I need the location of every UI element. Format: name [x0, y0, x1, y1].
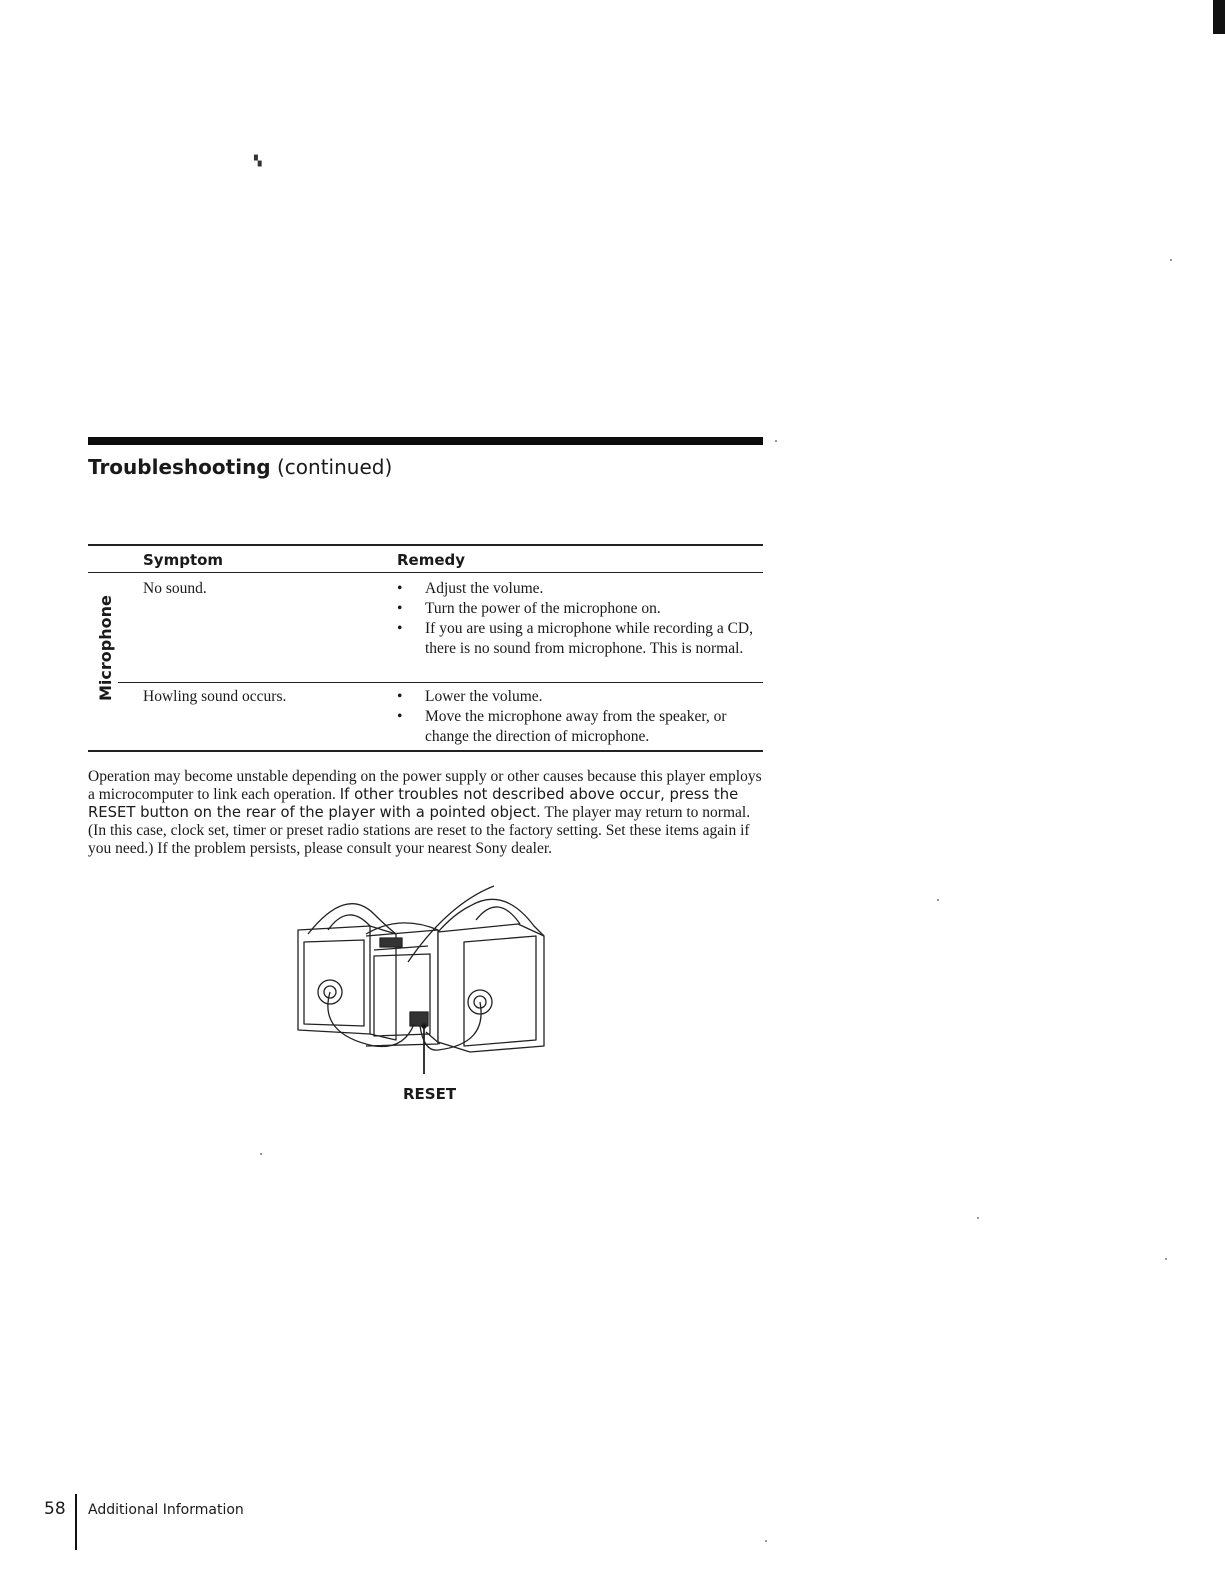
table-row-symptom: No sound.: [143, 580, 207, 597]
page-title: [88, 455, 392, 479]
troubleshooting-table: [88, 544, 763, 752]
bullet-icon: •: [397, 600, 403, 617]
remedy-item: [397, 619, 765, 659]
remedy-text: Adjust the volume.: [425, 580, 544, 597]
scan-speck: [937, 899, 939, 901]
remedy-item: [397, 687, 765, 707]
page-title-suffix: (continued): [270, 455, 393, 479]
operation-note: [88, 768, 763, 858]
note-part-2-emphasis: If other troubles not described above occur, press the RESET button on the rear of the player with a pointed object.: [88, 786, 739, 821]
remedy-text: Move the microphone away from the speaker, or change the direction of microphone.: [425, 708, 727, 745]
note-part-1: Operation may become unstable depending on the power supply or other causes because this player employs a microcomputer to link each operation.: [88, 768, 762, 803]
table-top-rule: [88, 544, 763, 546]
scan-speck: [977, 1217, 979, 1219]
scan-speck: [765, 1540, 767, 1542]
scan-speck: ▝▖: [250, 156, 266, 167]
table-bottom-rule: [88, 750, 763, 752]
remedy-text: Turn the power of the microphone on.: [425, 600, 661, 617]
scan-speck: [1170, 259, 1172, 261]
bullet-icon: •: [397, 708, 403, 725]
bullet-icon: •: [397, 688, 403, 705]
page-number: 58: [44, 1499, 66, 1519]
bullet-icon: •: [397, 580, 403, 597]
remedy-text: Lower the volume.: [425, 688, 543, 705]
note-part-3: The player may return to normal. (In this case, clock set, timer or preset radio stations are reset to the factory setting. Set these items again if you need.) If the problem persists, please consult your nearest Sony dealer.: [88, 804, 751, 857]
column-header-remedy: Remedy: [397, 551, 466, 569]
footer-section-title: Additional Information: [88, 1502, 244, 1518]
bullet-icon: •: [397, 620, 403, 637]
footer-divider: [75, 1494, 77, 1550]
reset-callout-label: RESET: [403, 1085, 457, 1103]
column-header-symptom: Symptom: [143, 551, 224, 569]
page-title-strong: Troubleshooting: [88, 455, 271, 479]
remedy-item: [397, 599, 765, 619]
edge-scan-mark: [1213, 0, 1225, 34]
scan-speck: [775, 440, 777, 442]
scan-speck: [260, 1153, 262, 1155]
table-row-remedies: [397, 687, 765, 747]
remedy-item: [397, 579, 765, 599]
heading-rule: [88, 437, 763, 445]
table-row-symptom: Howling sound occurs.: [143, 688, 287, 705]
row-divider: [118, 682, 763, 683]
scan-speck: [1165, 1258, 1167, 1260]
table-row-remedies: [397, 579, 765, 659]
remedy-text: If you are using a microphone while recording a CD, there is no sound from microphone. This is normal.: [425, 620, 753, 657]
section-label-microphone: Microphone: [96, 595, 115, 701]
stereo-rear-illustration: [288, 884, 560, 1074]
header-rule: [88, 572, 763, 573]
remedy-item: [397, 707, 765, 747]
